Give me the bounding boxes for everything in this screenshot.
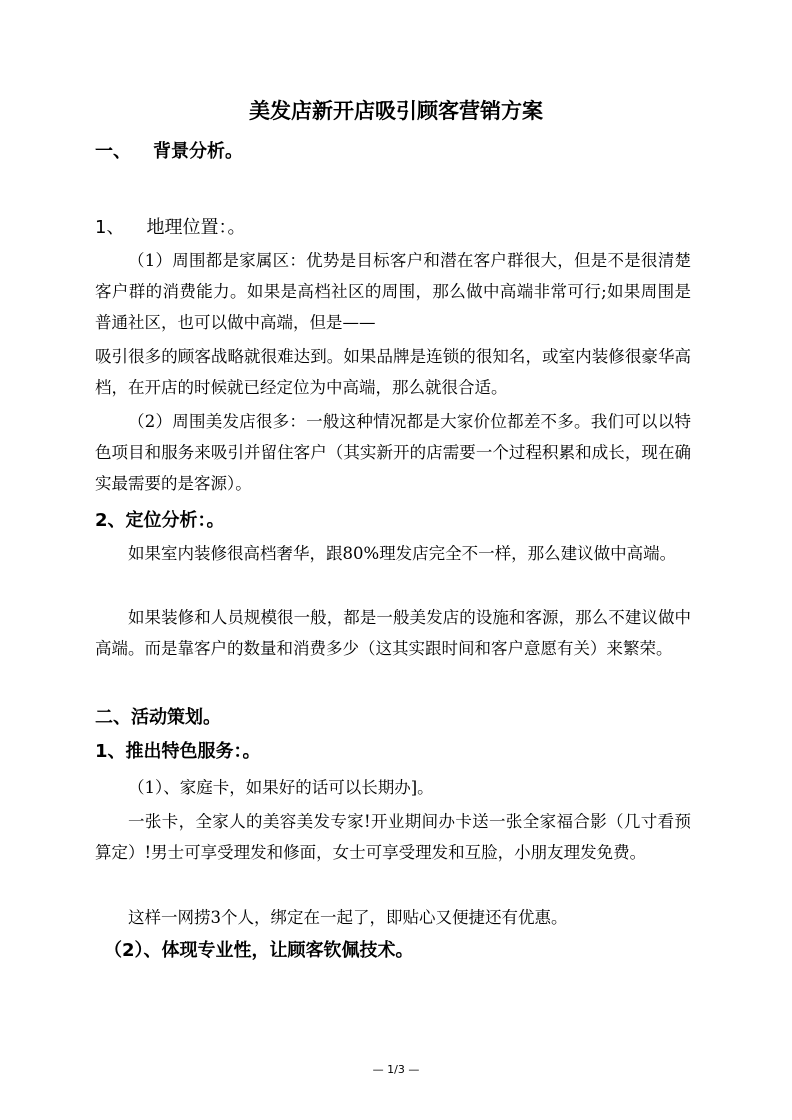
subsection-heading-location [95,214,245,242]
section-title: 背景分析。 [153,141,243,162]
section-number: 一、 [95,141,131,162]
paragraph-family-card-details: 一张卡，全家人的美容美发专家!开业期间办卡送一张全家福合影（几寸看预算定）!男士可享受理发和修面，女士可享受理发和互脸，小朋友理发免费。 [95,812,691,862]
paragraph-location-1-cont: 吸引很多的顾客战略就很难达到。如果品牌是连锁的很知名，或室内装修很豪华高档，在开店的时候就已经定位为中高端，那么就很合适。 [95,347,691,397]
paragraph-summary: 这样一网捞3个人，绑定在一起了，即贴心又便捷还有优惠。 [128,908,568,927]
subsection-number: 1、 [95,217,125,238]
subsection-heading-special-service: 1、推出特色服务：。 [95,741,261,762]
section-heading-background [95,138,243,166]
paragraph-positioning-1: 如果室内装修很高档奢华，跟80%理发店完全不一样，那么建议做中高端。 [128,544,677,563]
paragraph-location-1: （1）周围都是家属区：优势是目标客户和潜在客户群很大，但是不是很清楚客户群的消费能力。如果是高档社区的周围，那么做中高端非常可行;如果周围是普通社区，也可以做中高端，但是—— [95,251,691,332]
paragraph-positioning-2: 如果装修和人员规模很一般，都是一般美发店的设施和客源，那么不建议做中高端。而是靠客户的数量和消费多少（这其实跟时间和客户意愿有关）来繁荣。 [95,608,691,658]
document-title: 美发店新开店吸引顾客营销方案 [249,99,543,123]
page-number: — 1/3 — [372,1063,420,1076]
paragraph-location-2: （2）周围美发店很多：一般这种情况都是大家价位都差不多。我们可以以特色项目和服务来吸引并留住客户（其实新开的店需要一个过程积累和成长，现在确实最需要的是客源）。 [95,412,691,493]
paragraph-family-card: （1）、家庭卡，如果好的话可以长期办]。 [128,778,434,797]
subsection-heading-positioning: 2、定位分析：。 [95,510,225,531]
subsection-heading-professionalism: （2）、体现专业性，让顾客钦佩技术。 [104,940,414,961]
section-heading-campaign: 二、活动策划。 [95,707,221,728]
subsection-title: 地理位置：。 [146,217,246,238]
